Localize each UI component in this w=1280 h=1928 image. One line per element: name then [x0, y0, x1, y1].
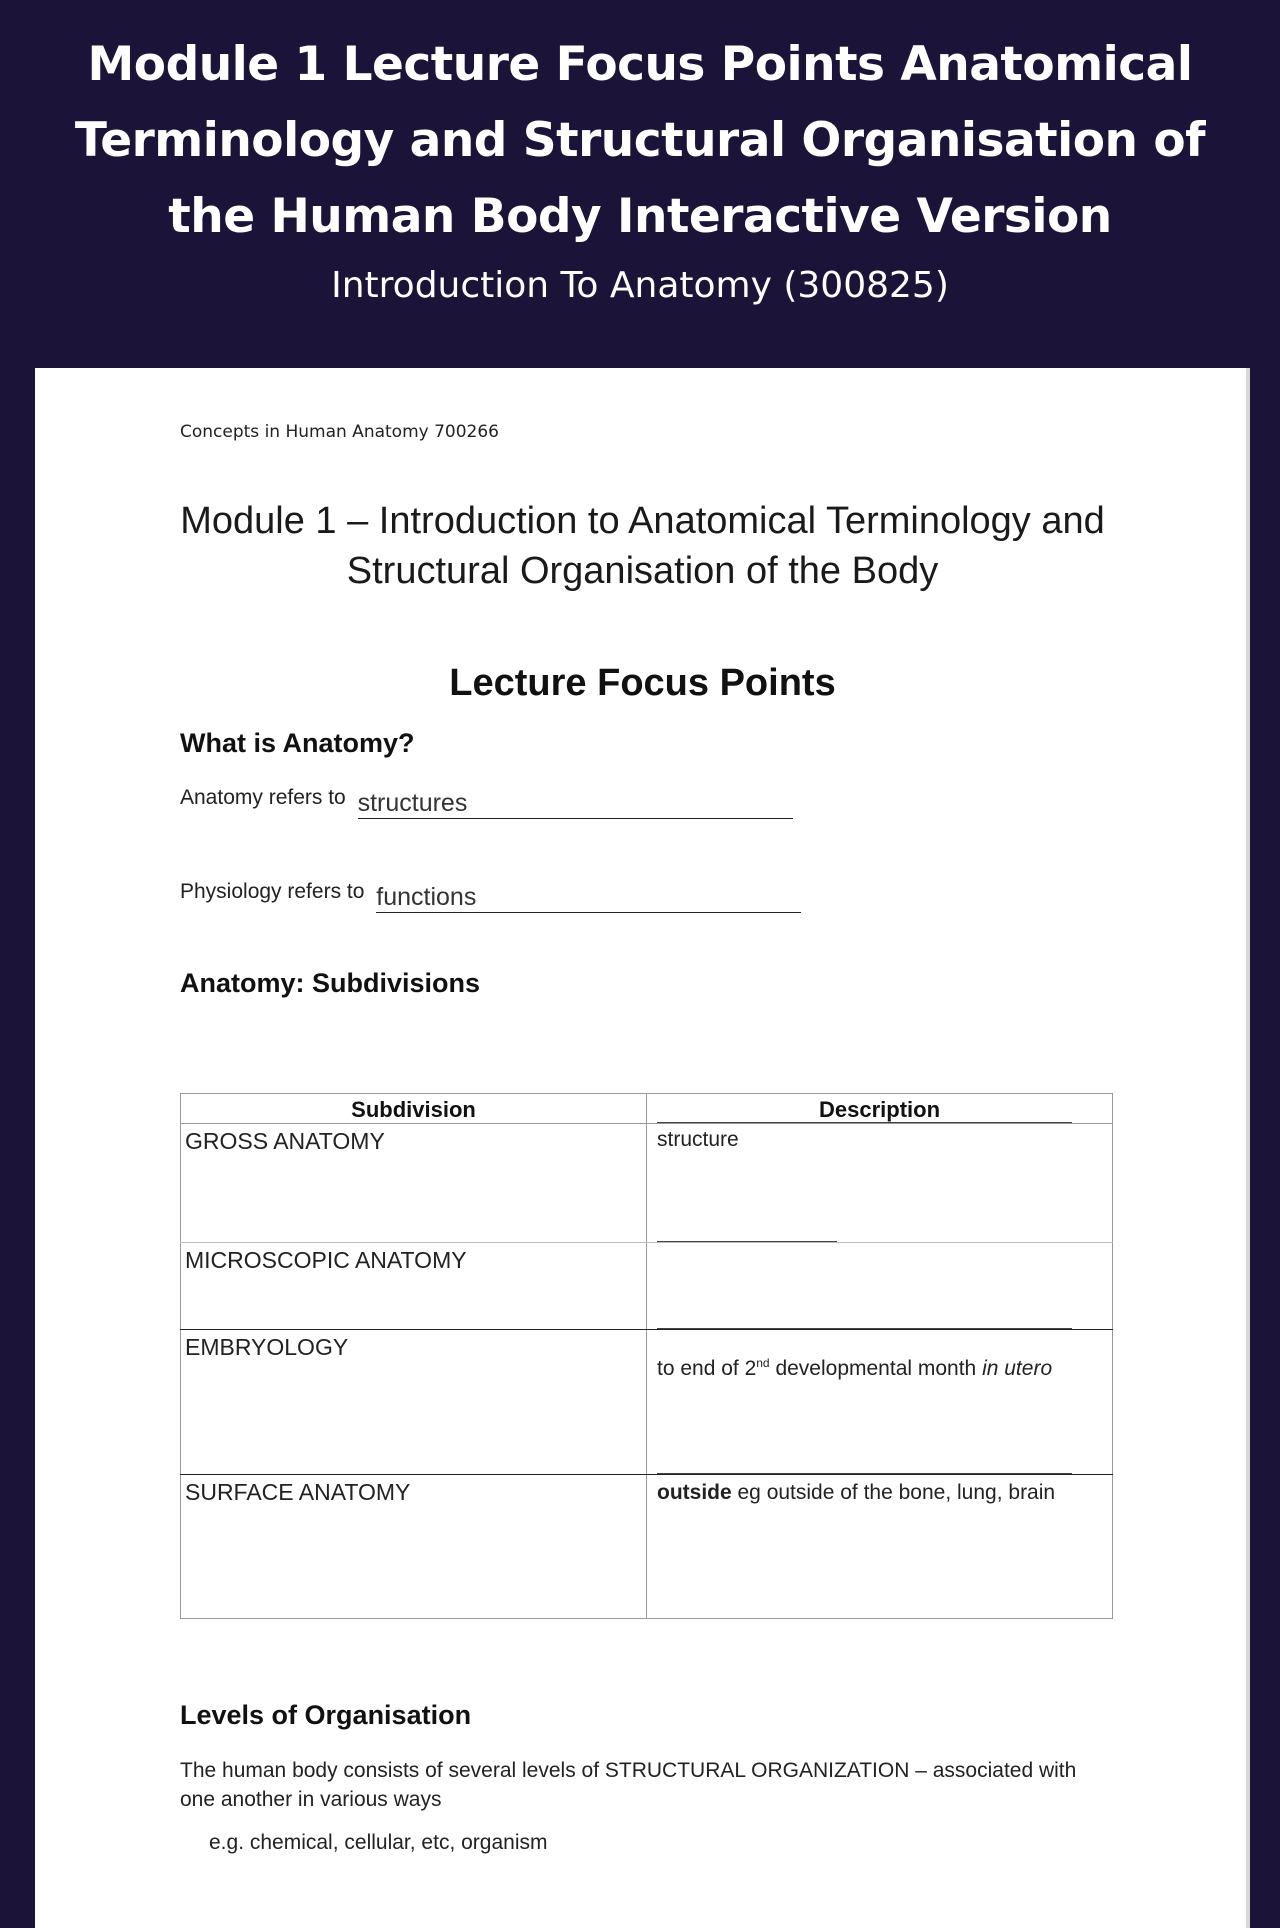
bold-text: outside [657, 1481, 732, 1504]
module-title: Module 1 – Introduction to Anatomical Terminology and Structural Organisation of the Body [180, 500, 1105, 592]
subdivision-name: EMBRYOLOGY [181, 1330, 647, 1475]
subdivision-description[interactable] [647, 1475, 1113, 1619]
description-text: developmental month [769, 1357, 983, 1380]
subdivision-description[interactable] [647, 1243, 1113, 1330]
subdivision-description[interactable] [647, 1124, 1113, 1243]
subdivision-description[interactable] [647, 1330, 1113, 1475]
anatomy-fill-row [180, 782, 793, 817]
description-text: structure [657, 1128, 739, 1151]
table-row [181, 1330, 1113, 1475]
anatomy-answer-field[interactable]: structures [358, 789, 793, 819]
subdivision-name: SURFACE ANATOMY [181, 1475, 647, 1619]
subdivisions-table [180, 1093, 1113, 1619]
column-header-description: Description [647, 1094, 1113, 1124]
superscript-text: nd [756, 1356, 770, 1370]
physiology-fill-row [180, 876, 801, 911]
table-row [181, 1243, 1113, 1330]
column-header-subdivision: Subdivision [181, 1094, 647, 1124]
subdivisions-heading: Anatomy: Subdivisions [180, 968, 481, 998]
levels-heading: Levels of Organisation [180, 1700, 472, 1730]
clipped-text-line [657, 1328, 1072, 1334]
italic-text: in utero [982, 1357, 1053, 1380]
physiology-prompt: Physiology refers to [180, 880, 365, 903]
levels-paragraph: The human body consists of several levels of STRUCTURAL ORGANIZATION – associated with one another in various ways [180, 1759, 1077, 1811]
document-banner [0, 0, 1280, 368]
what-is-anatomy-heading: What is Anatomy? [180, 728, 415, 758]
document-page [35, 368, 1250, 1928]
document-title-banner: Module 1 Lecture Focus Points Anatomical Terminology and Structural Organisation of the Human Body Interactive Version [74, 37, 1206, 244]
description-text: to end of 2 [657, 1357, 757, 1380]
description-text: eg outside of the bone, lung, brain [731, 1481, 1056, 1504]
subdivision-name: MICROSCOPIC ANATOMY [181, 1243, 647, 1330]
subdivision-name: GROSS ANATOMY [181, 1124, 647, 1243]
table-row [181, 1124, 1113, 1243]
course-code: Concepts in Human Anatomy 700266 [180, 422, 499, 442]
anatomy-prompt: Anatomy refers to [180, 786, 346, 809]
course-subtitle: Introduction To Anatomy (300825) [331, 265, 949, 306]
focus-points-heading: Lecture Focus Points [449, 662, 836, 704]
levels-example: e.g. chemical, cellular, etc, organism [209, 1831, 548, 1854]
clipped-text-line [657, 1241, 837, 1247]
physiology-answer-field[interactable]: functions [376, 883, 801, 913]
table-row [181, 1475, 1113, 1619]
